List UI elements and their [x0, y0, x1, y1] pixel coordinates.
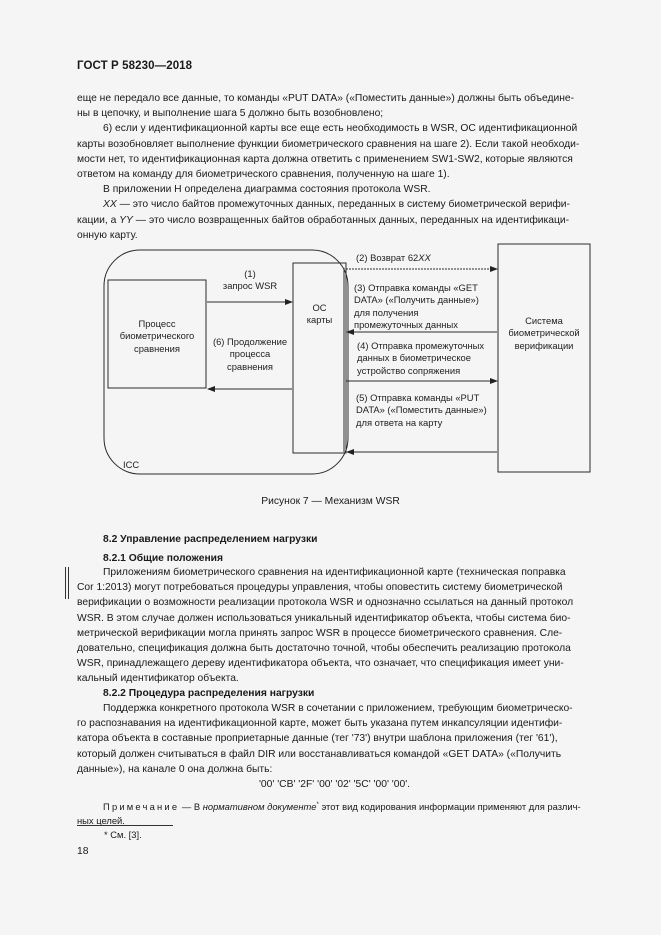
text-line: для получения	[354, 306, 419, 318]
text-span: — это число байтов промежуточных данных, переданных в систему биометрической верифи-	[116, 199, 570, 211]
text-line: сравнения	[227, 360, 273, 372]
text-line: WSR, принадлежащего дереву идентификатора объекта, что означает, что спецификация имеет уни-	[77, 658, 564, 670]
text-line: биометрической	[508, 327, 580, 339]
arrow1-label	[205, 268, 295, 293]
section-title: 8.2 Управление распределением нагрузки	[103, 534, 318, 545]
text-line: ответом на команду для биометрического сравнения, полученную на шаге 1).	[77, 169, 450, 181]
text-line: WSR. В этом случае должен использоваться уникальный идентификатор объекта, чтобы система био-	[77, 612, 571, 624]
text-line: 6) если у идентификационной карты все еще есть необходимость в WSR, ОС идентификационной	[103, 123, 578, 135]
variable-xx: XX	[418, 252, 431, 263]
document-header: ГОСТ Р 58230—2018	[77, 60, 193, 72]
text-line: ных целей.	[77, 815, 125, 827]
text-line: DATA» («Получить данные»)	[354, 294, 479, 306]
text-line: В приложении Н определена диаграмма состояния протокола WSR.	[103, 184, 431, 196]
text-line: ОС	[312, 302, 327, 313]
text-line: Cor 1:2013) могут потребоваться процедуры управления, чтобы оповестить систему биометрической	[77, 582, 563, 594]
footnote: * См. [3].	[104, 829, 142, 840]
text-line: который должен считываться в файл DIR или восстанавливаться командой «GET DATA» («Получить	[77, 748, 562, 760]
text-line: Процесс	[138, 318, 176, 329]
text-line	[77, 798, 589, 814]
text-line: катора объекта в составные проприетарные данные (тег '73') внутри шаблона приложения (тег '61'),	[77, 733, 558, 745]
text-line: Система	[525, 315, 563, 326]
os-box	[293, 263, 346, 453]
text-span: этот вид кодирования информации применяют для различ-	[318, 801, 581, 813]
byte-sequence: '00' 'CB' '2F' '00' '02' '5C' '00' '00'.	[258, 779, 411, 790]
arrow6-label	[205, 336, 295, 373]
section-8-2-2-paragraph	[77, 701, 589, 777]
text-line: данные»), на канале 0 она должна быть:	[77, 763, 273, 775]
text-line: устройство сопряжения	[357, 364, 461, 376]
text-line: верификации о возможности реализации протокола WSR и однозначно ссылаться на данный протокол	[77, 597, 574, 609]
text-span: — В	[179, 801, 203, 813]
arrow5-label	[356, 392, 506, 429]
text-line: (5) Отправка команды «PUT	[356, 392, 480, 403]
text-line: верификации	[514, 339, 574, 351]
text-line: (4) Отправка промежуточных	[357, 340, 485, 351]
text-line: (3) Отправка команды «GET	[354, 282, 478, 293]
text-span: — это число возвращенных байтов обработанных данных, переданных на идентификаци-	[132, 214, 570, 226]
arrow2-label	[356, 252, 431, 264]
footnote-marker: *	[316, 802, 319, 808]
os-box-label	[293, 302, 346, 327]
arrow3-label	[354, 282, 504, 332]
text-line: метрической верификации могла принять запрос WSR в процессе биометрического сравнения. Сле-	[77, 627, 563, 639]
variable-yy: YY	[119, 214, 133, 226]
text-span: кации, а	[77, 214, 120, 226]
text-span: нормативном документе	[202, 801, 317, 813]
process-box-label	[108, 318, 206, 355]
text-line: биометрического	[119, 330, 195, 342]
text-line: карты возобновляет выполнение функции биометрического сравнения на шаге 2). Если такой необходи-	[77, 138, 580, 150]
text-line: запрос WSR	[222, 280, 278, 292]
text-line: го распознавания на идентификационной карте, может быть указана путем инкапсуляции идентифи-	[77, 718, 563, 730]
subsection-title: 8.2.2 Процедура распределения нагрузки	[103, 688, 315, 699]
system-box-label	[498, 315, 590, 352]
text-line: (1)	[244, 268, 256, 279]
note-label: Примечание	[103, 801, 180, 813]
text-line: для ответа на карту	[356, 416, 443, 428]
icc-label: ICC	[123, 459, 140, 470]
section-8-2-1-paragraph	[77, 565, 589, 687]
system-box	[498, 244, 590, 472]
page-number: 18	[77, 846, 89, 857]
text-line: еще не передало все данные, то команды «PUT DATA» («Поместить данные») должны быть объедине-	[77, 93, 575, 104]
text-line: онную карту.	[77, 229, 138, 241]
text-line: процесса	[229, 348, 271, 360]
text-line: DATA» («Поместить данные»)	[356, 404, 487, 416]
text-line: мости нет, то идентификационная карта должна ответить с применением SW1-SW2, которые являются	[77, 153, 573, 165]
text-line: данных в биометрическое	[357, 352, 471, 364]
text-line: карты	[306, 314, 333, 326]
text-line: ны в цепочку, и выполнение шага 5 должно быть возобновлено;	[77, 108, 384, 120]
text-span: (2) Возврат 62	[356, 252, 419, 263]
text-line: довательно, спецификация должна быть достаточно точной, чтобы обеспечить реализацию протокола	[77, 643, 571, 655]
text-line: промежуточных данных	[354, 319, 458, 331]
text-line: (6) Продолжение	[212, 336, 288, 347]
footnote-separator	[77, 825, 173, 826]
variable-xx: XX	[103, 199, 117, 211]
text-line: Приложениям биометрического сравнения на идентификационной карте (техническая поправка	[103, 567, 566, 578]
text-line: кальный идентификатор объекта.	[77, 673, 239, 685]
text-line: Поддержка конкретного протокола WSR в сочетании с приложением, требующим биометрическо-	[103, 703, 573, 714]
note	[77, 798, 589, 828]
figure-caption: Рисунок 7 — Механизм WSR	[261, 496, 400, 507]
arrow4-label	[357, 340, 507, 377]
subsection-title: 8.2.1 Общие положения	[103, 553, 223, 564]
change-bar	[65, 567, 69, 599]
text-line: сравнения	[134, 342, 180, 354]
